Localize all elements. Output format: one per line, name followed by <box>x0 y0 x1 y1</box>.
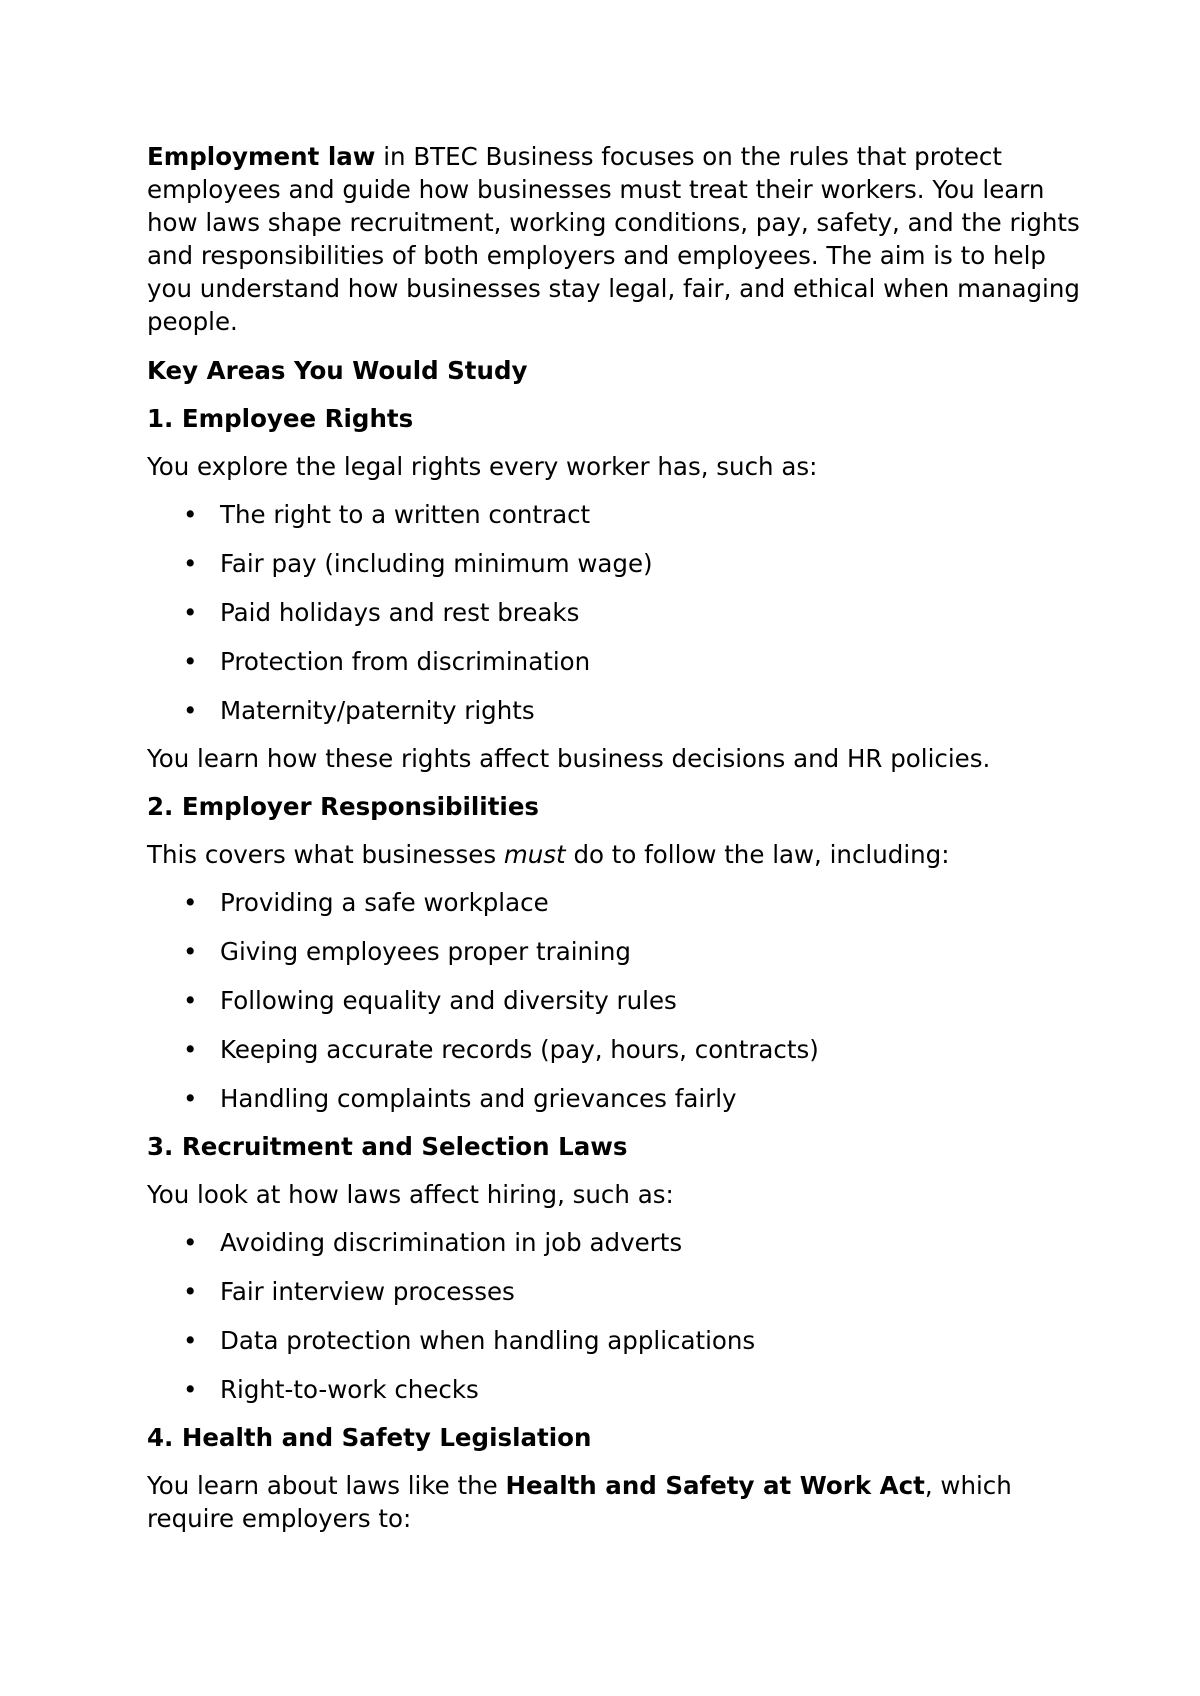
list-item <box>147 1324 1087 1357</box>
document-page <box>147 140 1087 1550</box>
section2-lead-before: This covers what businesses <box>147 840 504 869</box>
bullet-icon: • <box>183 1375 198 1404</box>
section2-heading: 2. Employer Responsibilities <box>147 792 540 821</box>
list-item-text: Following equality and diversity rules <box>220 986 677 1015</box>
list-item <box>147 1033 1087 1066</box>
list-item-text: Right-to-work checks <box>220 1375 479 1404</box>
bullet-icon: • <box>183 647 198 676</box>
section1-lead: You explore the legal rights every worker has, such as: <box>147 452 818 481</box>
list-item <box>147 1226 1087 1259</box>
bullet-icon: • <box>183 1326 198 1355</box>
bullet-icon: • <box>183 937 198 966</box>
list-item <box>147 1082 1087 1115</box>
list-item <box>147 645 1087 678</box>
section1-closing: You learn how these rights affect business decisions and HR policies. <box>147 744 991 773</box>
list-item-text: Data protection when handling applications <box>220 1326 756 1355</box>
bullet-icon: • <box>183 696 198 725</box>
list-item-text: The right to a written contract <box>220 500 591 529</box>
bullet-icon: • <box>183 549 198 578</box>
list-item <box>147 1275 1087 1308</box>
section1-list <box>147 498 1087 727</box>
list-item-text: Paid holidays and rest breaks <box>220 598 580 627</box>
section2-lead <box>147 838 1087 871</box>
intro-text: in BTEC Business focuses on the rules that protect employees and guide how businesses must treat their workers. You learn how laws shape recruitment, working conditions, pay, safety, and the rights and responsibilities of both employers and employees. The aim is to help you understand how businesses stay legal, fair, and ethical when managing people. <box>147 142 1080 336</box>
section2-lead-after: do to follow the law, including: <box>565 840 950 869</box>
section4-lead <box>147 1469 1087 1535</box>
section2-list <box>147 886 1087 1115</box>
list-item-text: Fair pay (including minimum wage) <box>220 549 653 578</box>
list-item-text: Fair interview processes <box>220 1277 515 1306</box>
bullet-icon: • <box>183 1277 198 1306</box>
list-item <box>147 596 1087 629</box>
section1-heading: 1. Employee Rights <box>147 404 414 433</box>
section4-lead-bold: Health and Safety at Work Act <box>505 1471 925 1500</box>
list-item-text: Handling complaints and grievances fairly <box>220 1084 737 1113</box>
list-item-text: Avoiding discrimination in job adverts <box>220 1228 683 1257</box>
list-item-text: Giving employees proper training <box>220 937 631 966</box>
bullet-icon: • <box>183 1084 198 1113</box>
list-item-text: Keeping accurate records (pay, hours, contracts) <box>220 1035 819 1064</box>
section4-lead-after: , which require employers to: <box>147 1471 1012 1533</box>
bullet-icon: • <box>183 500 198 529</box>
list-item <box>147 984 1087 1017</box>
key-areas-heading: Key Areas You Would Study <box>147 356 528 385</box>
bullet-icon: • <box>183 986 198 1015</box>
list-item <box>147 498 1087 531</box>
bullet-icon: • <box>183 598 198 627</box>
intro-paragraph <box>147 140 1087 338</box>
list-item <box>147 694 1087 727</box>
list-item-text: Protection from discrimination <box>220 647 591 676</box>
list-item <box>147 935 1087 968</box>
list-item <box>147 886 1087 919</box>
list-item-text: Maternity/paternity rights <box>220 696 535 725</box>
section2-lead-italic: must <box>503 840 566 869</box>
list-item <box>147 1373 1087 1406</box>
intro-bold-lead: Employment law <box>147 142 376 171</box>
section3-lead: You look at how laws affect hiring, such as: <box>147 1180 674 1209</box>
list-item-text: Providing a safe workplace <box>220 888 549 917</box>
bullet-icon: • <box>183 1228 198 1257</box>
section4-lead-before: You learn about laws like the <box>147 1471 506 1500</box>
bullet-icon: • <box>183 1035 198 1064</box>
section4-heading: 4. Health and Safety Legislation <box>147 1423 592 1452</box>
list-item <box>147 547 1087 580</box>
section3-heading: 3. Recruitment and Selection Laws <box>147 1132 628 1161</box>
bullet-icon: • <box>183 888 198 917</box>
section3-list <box>147 1226 1087 1406</box>
